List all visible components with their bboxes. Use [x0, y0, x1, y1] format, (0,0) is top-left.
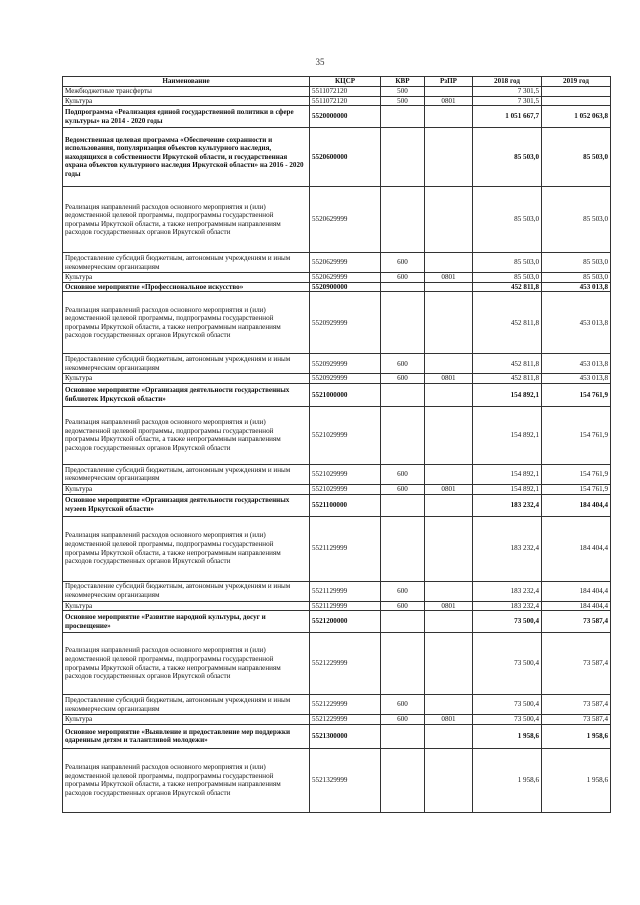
- cell-name: Основное мероприятие «Организация деятельности государственных библиотек Иркутской области»: [63, 383, 310, 406]
- cell-kcsr: 5520929999: [310, 374, 381, 384]
- cell-2019: 453 013,8: [542, 374, 611, 384]
- cell-kvr: 600: [381, 354, 425, 374]
- cell-kcsr: 5520600000: [310, 128, 381, 187]
- cell-name: Реализация направлений расходов основного мероприятия и (или) ведомственной целевой программы, подпрограммы государственной программы Иркутской области, а также непрограммным направлениям расходов государственных органов Иркутской области: [63, 406, 310, 464]
- header-2019: 2019 год: [542, 77, 611, 87]
- cell-kvr: 600: [381, 581, 425, 601]
- cell-rzpr: 0801: [425, 374, 473, 384]
- cell-name: Культура: [63, 96, 310, 106]
- cell-2019: 73 587,4: [542, 633, 611, 695]
- cell-rzpr: [425, 581, 473, 601]
- cell-name: Культура: [63, 273, 310, 283]
- cell-name: Культура: [63, 374, 310, 384]
- cell-2019: 73 587,4: [542, 695, 611, 715]
- cell-kcsr: 5520629999: [310, 253, 381, 273]
- cell-2019: [542, 96, 611, 106]
- cell-name: Основное мероприятие «Выявление и предоставление мер поддержки одаренным детям и талантливой молодежи»: [63, 724, 310, 748]
- cell-2019: 154 761,9: [542, 406, 611, 464]
- cell-kcsr: 5511072120: [310, 87, 381, 97]
- cell-kvr: [381, 406, 425, 464]
- table-row: [63, 516, 611, 581]
- cell-rzpr: [425, 633, 473, 695]
- cell-2019: 453 013,8: [542, 292, 611, 354]
- cell-rzpr: [425, 354, 473, 374]
- cell-kvr: 600: [381, 464, 425, 484]
- table-row: [63, 383, 611, 406]
- table-row: [63, 581, 611, 601]
- table-row: [63, 748, 611, 812]
- cell-rzpr: [425, 516, 473, 581]
- cell-kcsr: 5521329999: [310, 748, 381, 812]
- cell-2019: 453 013,8: [542, 354, 611, 374]
- cell-kvr: [381, 516, 425, 581]
- cell-name: Основное мероприятие «Развитие народной культуры, досуг и просвещение»: [63, 611, 310, 633]
- cell-rzpr: 0801: [425, 601, 473, 611]
- cell-kcsr: 5521229999: [310, 695, 381, 715]
- cell-rzpr: [425, 406, 473, 464]
- cell-rzpr: [425, 87, 473, 97]
- cell-2018: 85 503,0: [473, 128, 542, 187]
- cell-kvr: [381, 724, 425, 748]
- cell-name: Предоставление субсидий бюджетным, автономным учреждениям и иным некоммерческим организациям: [63, 581, 310, 601]
- table-row: [63, 128, 611, 187]
- cell-rzpr: [425, 282, 473, 292]
- cell-2019: 184 404,4: [542, 516, 611, 581]
- cell-kvr: 600: [381, 273, 425, 283]
- cell-2019: 184 404,4: [542, 494, 611, 516]
- cell-name: Реализация направлений расходов основного мероприятия и (или) ведомственной целевой программы, подпрограммы государственной программы Иркутской области, а также непрограммным направлениям расходов государственных органов Иркутской области: [63, 292, 310, 354]
- cell-kvr: [381, 494, 425, 516]
- cell-name: Культура: [63, 484, 310, 494]
- cell-2019: 453 013,8: [542, 282, 611, 292]
- cell-2019: [542, 87, 611, 97]
- cell-name: Реализация направлений расходов основного мероприятия и (или) ведомственной целевой программы, подпрограммы государственной программы Иркутской области, а также непрограммным направлениям расходов государственных органов Иркутской области: [63, 516, 310, 581]
- cell-name: Предоставление субсидий бюджетным, автономным учреждениям и иным некоммерческим организациям: [63, 695, 310, 715]
- table-row: [63, 715, 611, 725]
- cell-rzpr: [425, 724, 473, 748]
- cell-rzpr: [425, 383, 473, 406]
- header-name: Наименование: [63, 77, 310, 87]
- cell-2018: 452 811,8: [473, 374, 542, 384]
- cell-kvr: [381, 282, 425, 292]
- cell-kcsr: 5521300000: [310, 724, 381, 748]
- cell-rzpr: [425, 494, 473, 516]
- table-row: [63, 695, 611, 715]
- cell-kcsr: 5520629999: [310, 273, 381, 283]
- cell-2019: 85 503,0: [542, 253, 611, 273]
- cell-2018: 73 500,4: [473, 633, 542, 695]
- cell-2019: 1 958,6: [542, 724, 611, 748]
- cell-name: Предоставление субсидий бюджетным, автономным учреждениям и иным некоммерческим организациям: [63, 354, 310, 374]
- cell-kvr: [381, 128, 425, 187]
- cell-rzpr: 0801: [425, 273, 473, 283]
- cell-2018: 154 892,1: [473, 484, 542, 494]
- header-rzpr: РзПР: [425, 77, 473, 87]
- cell-kcsr: 5521129999: [310, 516, 381, 581]
- cell-2018: 452 811,8: [473, 292, 542, 354]
- cell-2018: 183 232,4: [473, 581, 542, 601]
- cell-kvr: 600: [381, 484, 425, 494]
- cell-rzpr: 0801: [425, 484, 473, 494]
- cell-rzpr: [425, 748, 473, 812]
- cell-name: Реализация направлений расходов основного мероприятия и (или) ведомственной целевой программы, подпрограммы государственной программы Иркутской области, а также непрограммным направлениям расходов государственных органов Иркутской области: [63, 748, 310, 812]
- cell-2019: 85 503,0: [542, 187, 611, 253]
- table-row: [63, 494, 611, 516]
- cell-2018: 85 503,0: [473, 253, 542, 273]
- cell-kcsr: 5520000000: [310, 106, 381, 128]
- cell-kvr: [381, 633, 425, 695]
- table-row: [63, 484, 611, 494]
- cell-rzpr: [425, 187, 473, 253]
- cell-2018: 85 503,0: [473, 187, 542, 253]
- cell-kvr: 600: [381, 695, 425, 715]
- cell-2018: 183 232,4: [473, 601, 542, 611]
- cell-2018: 7 301,5: [473, 87, 542, 97]
- cell-kvr: 600: [381, 374, 425, 384]
- cell-rzpr: [425, 253, 473, 273]
- cell-name: Межбюджетные трансферты: [63, 87, 310, 97]
- header-kcsr: КЦСР: [310, 77, 381, 87]
- cell-2018: 183 232,4: [473, 516, 542, 581]
- cell-2018: 154 892,1: [473, 383, 542, 406]
- cell-kvr: [381, 383, 425, 406]
- cell-name: Культура: [63, 715, 310, 725]
- cell-2019: 154 761,9: [542, 484, 611, 494]
- cell-2018: 154 892,1: [473, 406, 542, 464]
- table-row: [63, 253, 611, 273]
- cell-kcsr: 5521029999: [310, 464, 381, 484]
- cell-kcsr: 5521029999: [310, 406, 381, 464]
- cell-kcsr: 5520629999: [310, 187, 381, 253]
- table-row: [63, 724, 611, 748]
- table-header-row: [63, 77, 611, 87]
- cell-name: Реализация направлений расходов основного мероприятия и (или) ведомственной целевой программы, подпрограммы государственной программы Иркутской области, а также непрограммным направлениям расходов государственных органов Иркутской области: [63, 633, 310, 695]
- cell-2019: 154 761,9: [542, 464, 611, 484]
- cell-rzpr: [425, 695, 473, 715]
- cell-2018: 154 892,1: [473, 464, 542, 484]
- cell-kcsr: 5511072120: [310, 96, 381, 106]
- cell-rzpr: [425, 106, 473, 128]
- table-row: [63, 292, 611, 354]
- cell-name: Ведомственная целевая программа «Обеспечение сохранности и использования, популяризация объектов культурного наследия, находящихся в собственности Иркутской области, и государственная охрана объектов культурного наследия Иркутской области» на 2016 - 2020 годы: [63, 128, 310, 187]
- cell-2019: 85 503,0: [542, 128, 611, 187]
- cell-2018: 1 958,6: [473, 724, 542, 748]
- cell-name: Подпрограмма «Реализация единой государственной политики в сфере культуры» на 2014 - 2020 годы: [63, 106, 310, 128]
- cell-2019: 1 052 063,8: [542, 106, 611, 128]
- cell-rzpr: 0801: [425, 96, 473, 106]
- table-row: [63, 87, 611, 97]
- cell-2019: 154 761,9: [542, 383, 611, 406]
- cell-name: Основное мероприятие «Профессиональное искусство»: [63, 282, 310, 292]
- cell-rzpr: [425, 611, 473, 633]
- cell-kcsr: 5521100000: [310, 494, 381, 516]
- cell-kcsr: 5520929999: [310, 292, 381, 354]
- cell-kvr: 500: [381, 96, 425, 106]
- table-body: [63, 87, 611, 813]
- cell-rzpr: [425, 292, 473, 354]
- cell-2018: 1 051 667,7: [473, 106, 542, 128]
- cell-2019: 184 404,4: [542, 581, 611, 601]
- cell-kcsr: 5521000000: [310, 383, 381, 406]
- table-row: [63, 374, 611, 384]
- cell-2018: 183 232,4: [473, 494, 542, 516]
- cell-kvr: 600: [381, 253, 425, 273]
- cell-2019: 73 587,4: [542, 715, 611, 725]
- cell-2018: 7 301,5: [473, 96, 542, 106]
- cell-2019: 1 958,6: [542, 748, 611, 812]
- page-number: 35: [315, 57, 325, 67]
- table-row: [63, 633, 611, 695]
- table-row: [63, 96, 611, 106]
- cell-rzpr: [425, 128, 473, 187]
- cell-kvr: [381, 611, 425, 633]
- table-row: [63, 273, 611, 283]
- cell-rzpr: [425, 464, 473, 484]
- cell-kcsr: 5521029999: [310, 484, 381, 494]
- table-row: [63, 282, 611, 292]
- cell-kcsr: 5521229999: [310, 715, 381, 725]
- cell-kcsr: 5521200000: [310, 611, 381, 633]
- table-row: [63, 601, 611, 611]
- cell-2018: 85 503,0: [473, 273, 542, 283]
- table-row: [63, 106, 611, 128]
- cell-2019: 184 404,4: [542, 601, 611, 611]
- table-row: [63, 354, 611, 374]
- header-2018: 2018 год: [473, 77, 542, 87]
- cell-kvr: [381, 748, 425, 812]
- cell-2018: 73 500,4: [473, 715, 542, 725]
- cell-2018: 452 811,8: [473, 354, 542, 374]
- cell-name: Предоставление субсидий бюджетным, автономным учреждениям и иным некоммерческим организациям: [63, 464, 310, 484]
- cell-2018: 1 958,6: [473, 748, 542, 812]
- table-row: [63, 464, 611, 484]
- cell-2019: 73 587,4: [542, 611, 611, 633]
- cell-kvr: 500: [381, 87, 425, 97]
- cell-2018: 73 500,4: [473, 695, 542, 715]
- table-row: [63, 611, 611, 633]
- cell-kcsr: 5521129999: [310, 601, 381, 611]
- cell-name: Реализация направлений расходов основного мероприятия и (или) ведомственной целевой программы, подпрограммы государственной программы Иркутской области, а также непрограммным направлениям расходов государственных органов Иркутской области: [63, 187, 310, 253]
- table-row: [63, 406, 611, 464]
- cell-kvr: 600: [381, 715, 425, 725]
- cell-kcsr: 5521229999: [310, 633, 381, 695]
- cell-kvr: [381, 292, 425, 354]
- cell-kvr: [381, 106, 425, 128]
- cell-name: Предоставление субсидий бюджетным, автономным учреждениям и иным некоммерческим организациям: [63, 253, 310, 273]
- header-kvr: КВР: [381, 77, 425, 87]
- cell-2019: 85 503,0: [542, 273, 611, 283]
- cell-name: Основное мероприятие «Организация деятельности государственных музеев Иркутской области»: [63, 494, 310, 516]
- cell-kcsr: 5520900000: [310, 282, 381, 292]
- cell-rzpr: 0801: [425, 715, 473, 725]
- cell-kcsr: 5520929999: [310, 354, 381, 374]
- cell-name: Культура: [63, 601, 310, 611]
- cell-2018: 73 500,4: [473, 611, 542, 633]
- budget-table: [62, 76, 611, 813]
- cell-kcsr: 5521129999: [310, 581, 381, 601]
- cell-2018: 452 811,8: [473, 282, 542, 292]
- table-row: [63, 187, 611, 253]
- cell-kvr: 600: [381, 601, 425, 611]
- cell-kvr: [381, 187, 425, 253]
